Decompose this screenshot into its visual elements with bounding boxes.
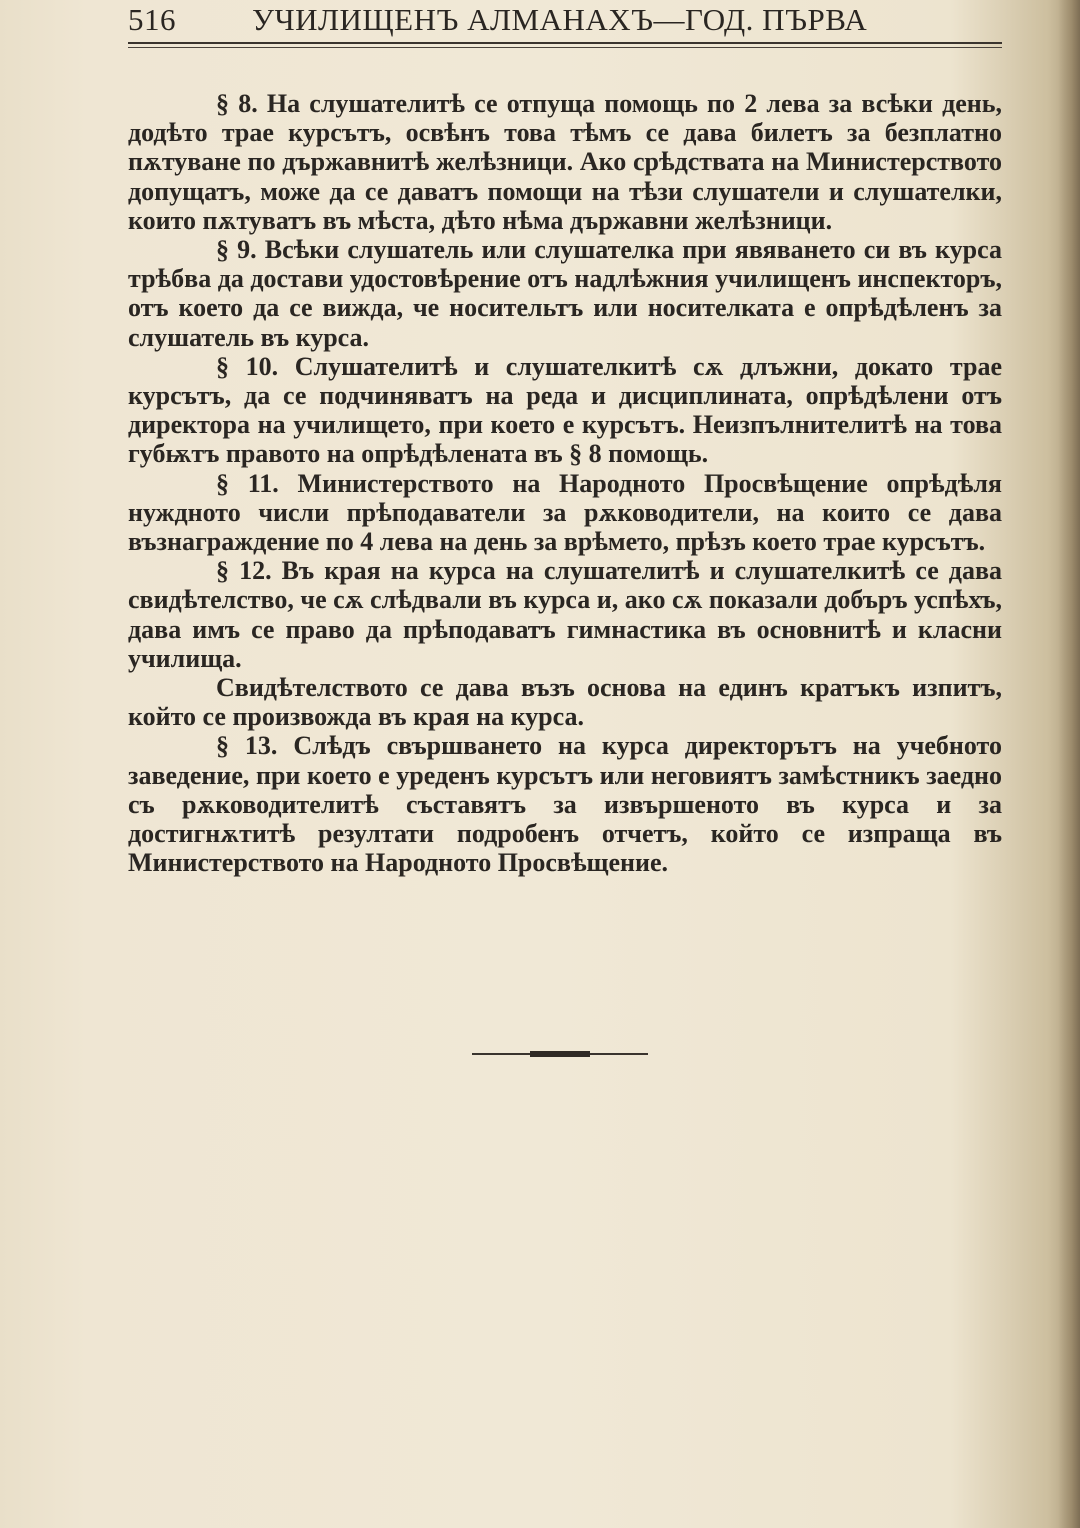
running-head: [128, 0, 1002, 40]
paragraph-section-13: § 13. Слѣдъ свършването на курса директорътъ на учебното заведение, при което е уреденъ курсътъ или неговиятъ замѣстникъ заедно съ рѫководителитѣ съставятъ за извършеното въ курса и за достигнѫтитѣ резултати подробенъ отчетъ, който се изпраща въ Министерството на Народното Просвѣщение.: [128, 731, 1002, 878]
body-text: [128, 89, 1002, 877]
running-head-title: УЧИЛИЩЕНЪ АЛМАНАХЪ—ГОД. ПЪРВА: [252, 2, 868, 37]
header-rule-thick: [128, 42, 1002, 44]
paragraph-certificate: Свидѣтелството се дава възъ основа на единъ кратъкъ изпитъ, който се произвожда въ края на курса.: [128, 673, 1002, 732]
end-ornament: [472, 1050, 648, 1058]
paragraph-section-9: § 9. Всѣки слушатель или слушателка при явяването си въ курса трѣбва да достави удостовѣрение отъ надлѣжния училищенъ инспекторъ, отъ което да се вижда, че носительтъ или носителката е опрѣдѣленъ за слушатель въ курса.: [128, 235, 1002, 352]
page-number: 516: [128, 2, 176, 37]
paragraph-section-8: § 8. На слушателитѣ се отпуща помощь по 2 лева за всѣки день, додѣто трае курсътъ, освѣнъ това тѣмъ се дава билетъ за безплатно пѫтуване по държавнитѣ желѣзници. Ако срѣдствата на Министерството допущатъ, може да се даватъ помощи на тѣзи слушатели и слушателки, които пѫтуватъ въ мѣста, дѣто нѣма държавни желѣзници.: [128, 89, 1002, 235]
paragraph-section-11: § 11. Министерството на Народното Просвѣщение опрѣдѣля нуждното числи прѣподаватели за рѫководители, на които се дава възнаграждение по 4 лева на день за врѣмето, прѣзъ което трае курсътъ.: [128, 468, 1002, 557]
header-rule-thin: [128, 47, 1002, 48]
ornament-bar: [530, 1051, 590, 1057]
paragraph-section-12: § 12. Въ края на курса на слушателитѣ и слушателкитѣ се дава свидѣтелство, че сѫ слѣдвали въ курса и, ако сѫ показали добъръ успѣхъ, дава имъ се право да прѣподаватъ гимнастика въ основнитѣ и класни училища.: [128, 556, 1002, 673]
paragraph-section-10: § 10. Слушателитѣ и слушателкитѣ сѫ длъжни, докато трае курсътъ, да се подчиняватъ на реда и дисциплината, опрѣдѣлени отъ директора на училището, при което е курсътъ. Неизпълнителитѣ на това губѭтъ правото на опрѣдѣлената въ § 8 помощь.: [128, 351, 1002, 469]
page-binding-edge: [1058, 0, 1080, 1528]
